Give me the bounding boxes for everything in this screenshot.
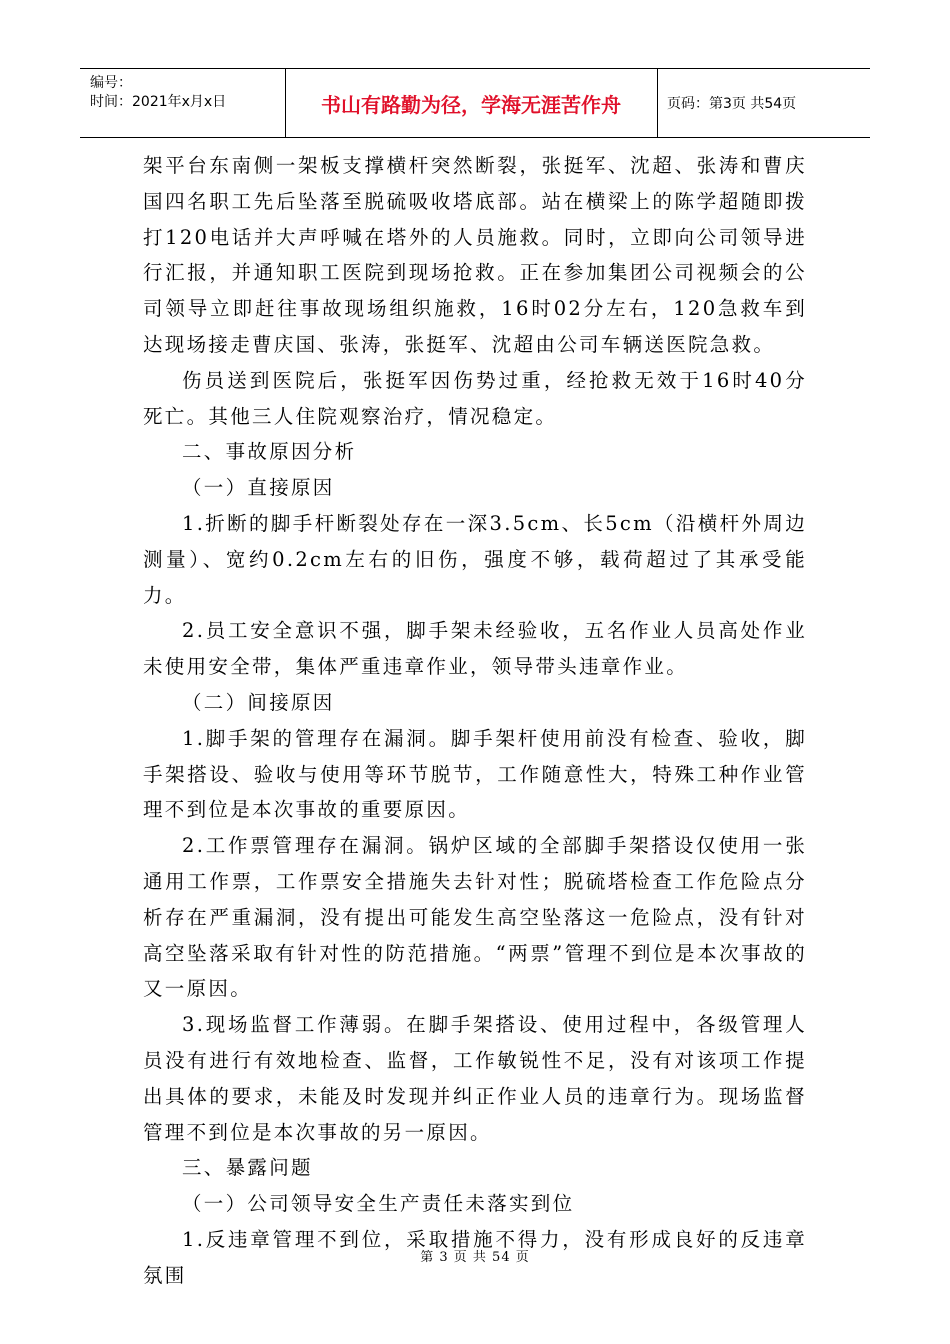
document-body <box>143 148 807 1294</box>
subsection-heading: （一）直接原因 <box>182 476 335 500</box>
paragraph: 2.员工安全意识不强，脚手架未经验收，五名作业人员高处作业未使用安全带，集体严重违章作业，领导带头违章作业。 <box>143 619 807 679</box>
section-heading: 三、暴露问题 <box>182 1156 313 1180</box>
section-heading: 二、事故原因分析 <box>182 440 357 464</box>
paragraph: 1.反违章管理不到位，采取措施不得力，没有形成良好的反违章氛围 <box>143 1227 807 1287</box>
page-footer: 第 3 页 共 54 页 <box>420 1250 530 1265</box>
page-header <box>80 68 870 138</box>
paragraph: 架平台东南侧一架板支撑横杆突然断裂，张挺军、沈超、张涛和曹庆国四名职工先后坠落至脱硫吸收塔底部。站在横梁上的陈学超随即拨打120电话并大声呼喊在塔外的人员施救。同时，立即向公司领导进行汇报，并通知职工医院到现场抢救。正在参加集团公司视频会的公司领导立即赶往事故现场组织施救，16时02分左右，120急救车到达现场接走曹庆国、张涛，张挺军、沈超由公司车辆送医院急救。 <box>143 154 807 356</box>
subsection-heading: （一）公司领导安全生产责任未落实到位 <box>182 1192 575 1216</box>
header-page-info: 页码：第3页 共54页 <box>667 96 797 112</box>
paragraph: 1.折断的脚手杆断裂处存在一深3.5cm、长5cm（沿横杆外周边测量）、宽约0.2cm左右的旧伤，强度不够，载荷超过了其承受能力。 <box>143 511 807 607</box>
time-label: 时间：2021年x月x日 <box>90 94 227 110</box>
number-label: 编号： <box>90 75 132 91</box>
header-motto: 书山有路勤为径，学海无涯苦作舟 <box>285 69 658 137</box>
paragraph: 3.现场监督工作薄弱。在脚手架搭设、使用过程中，各级管理人员没有进行有效地检查、监督，工作敏锐性不足，没有对该项工作提出具体的要求，未能及时发现并纠正作业人员的违章行为。现场监督管理不到位是本次事故的另一原因。 <box>143 1013 807 1144</box>
header-meta <box>80 69 286 137</box>
subsection-heading: （二）间接原因 <box>182 690 335 714</box>
paragraph: 2.工作票管理存在漏洞。锅炉区域的全部脚手架搭设仅使用一张通用工作票，工作票安全措施失去针对性；脱硫塔检查工作危险点分析存在严重漏洞，没有提出可能发生高空坠落这一危险点，没有针对高空坠落采取有针对性的防范措施。“两票”管理不到位是本次事故的又一原因。 <box>143 834 807 1001</box>
paragraph: 伤员送到医院后，张挺军因伤势过重，经抢救无效于16时40分死亡。其他三人住院观察治疗，情况稳定。 <box>143 368 807 428</box>
paragraph: 1.脚手架的管理存在漏洞。脚手架杆使用前没有检查、验收，脚手架搭设、验收与使用等环节脱节，工作随意性大，特殊工种作业管理不到位是本次事故的重要原因。 <box>143 726 807 822</box>
